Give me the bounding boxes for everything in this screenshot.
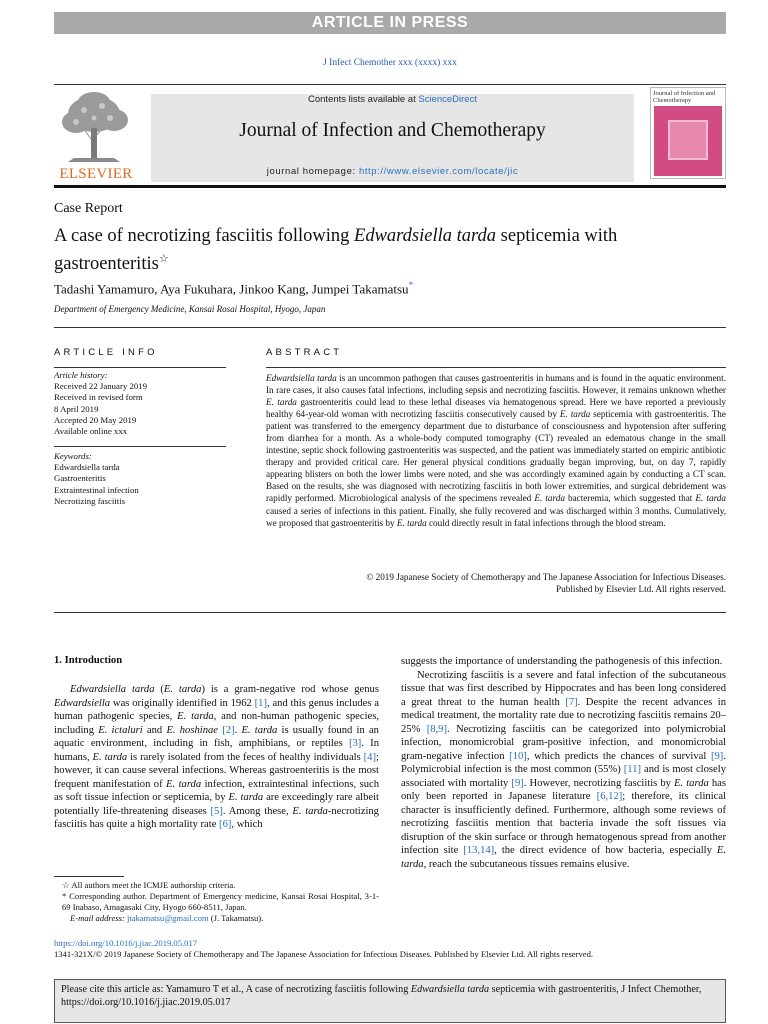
citation-link[interactable]: [7]: [565, 696, 578, 708]
citation-link[interactable]: [11]: [623, 764, 642, 775]
intro-paragraph-1: Edwardsiella tarda (E. tarda) is a gram-negative rod whose genus Edwardsiella was originally identified in 1962 [1], and this genus includes a human pathogenic species, E. tarda, and non-human pathogenic species, including E. ictaluri and E. hoshinae [2]. E. tarda is usually found in an aquatic environment, including in fish, amphibians, or reptiles [3]. In humans, E. tarda is rarely isolated from the feces of healthy individuals [4]; however, it can cause several infections. Whereas gastroenteritis is the most frequent manifestation of E. tarda infection, extraintestinal infections, such as soft tissue infection or septicemia, by E. tarda are exceedingly rare albeit potentially life-threatening diseases [5]. Among these, E. tarda-necrotizing fasciitis has quite a high mortality rate [6], which: [54, 684, 380, 830]
issn-copyright-line: 1341-321X/© 2019 Japanese Society of Chemotherapy and The Japanese Association for Infectious Diseases. Published by Elsevier Ltd. All rights reserved.: [54, 949, 594, 959]
footnote-corresponding: * Corresponding author. Department of Emergency medicine, Kansai Rosai Hospital, 3-1-69 Inabaso, Amagasaki City, Hyogo 660-8511, Japan.: [62, 891, 379, 912]
contents-line: [151, 94, 634, 105]
author-list: Tadashi Yamamuro, Aya Fukuhara, Jinkoo Kang, Jumpei Takamatsu*: [54, 280, 414, 297]
citation-link[interactable]: [6,12]: [596, 791, 623, 802]
citation-link[interactable]: [6]: [219, 819, 232, 830]
citation-link[interactable]: [3]: [348, 738, 362, 749]
journal-homepage-link[interactable]: http://www.elsevier.com/locate/jic: [358, 166, 519, 177]
intro-continuation: suggests the importance of understanding the pathogenesis of this infection.: [401, 656, 723, 667]
affiliation-rule: [54, 327, 726, 328]
intro-right-column: [401, 655, 726, 871]
footnote-authorship: ☆ All authors meet the ICMJE authorship criteria.: [62, 880, 236, 890]
article-in-press-banner: ARTICLE IN PRESS: [54, 12, 726, 34]
cover-title: Journal of Infection and Chemotherapy: [653, 90, 716, 104]
article-info-rule: [54, 367, 226, 368]
abstract-bottom-rule: [54, 612, 726, 613]
history-line: 8 April 2019: [54, 403, 99, 414]
intro-paragraph-2: Necrotizing fasciitis is a severe and fatal infection of the subcutaneous tissue that was first described by Hippocrates and has been long considered a great threat to the human health [7]. Despite the recent advances in medical treatment, the mortality rate due to necrotizing fasciitis remains 20–25% [8,9]. Necrotizing fasciitis can be categorized into polymicrobial infection, monomicrobial gram-positive infection, and monomicrobial gram-negative infection [10], which predicts the chances of survival [9]. Polymicrobial infection is the most common (55%) [11] and is most closely associated with mortality [9]. However, necrotizing fasciitis by E. tarda has only been reported in Japanese literature [6,12]; therefore, its clinical character is insufficiently defined. Furthermore, although some reviews of necrotizing fasciitis mention that bacteria invade the soft tissues via disruption of the skin surface or through hematogenous spread from another infection site [13,14], the direct evidence of how bacteria, especially E. tarda, reach the subcutaneous tissues remains elusive.: [401, 669, 726, 870]
contents-prefix: Contents lists available at: [308, 94, 419, 105]
citation-link[interactable]: [2]: [222, 724, 235, 736]
article-type: Case Report: [54, 201, 123, 216]
keywords-block: [54, 451, 226, 507]
citation-link[interactable]: [10]: [509, 750, 527, 762]
article-title: A case of necrotizing fasciitis following Edwardsiella tarda septicemia with gastroenteritis☆: [54, 226, 618, 275]
journal-cover-thumbnail: [650, 87, 726, 179]
intro-left-column: [54, 683, 379, 832]
journal-title: Journal of Infection and Chemotherapy: [239, 120, 546, 141]
abstract-copyright: © 2019 Japanese Society of Chemotherapy and The Japanese Association for Infectious Diseases. Published by Elsevier Ltd. All rights reserved.: [366, 572, 726, 594]
citation-link[interactable]: [5]: [210, 805, 223, 817]
footnotes: [54, 880, 379, 924]
history-label: Article history:: [54, 370, 108, 380]
keyword: Extraintestinal infection: [54, 484, 139, 495]
email-link[interactable]: jtakamatsu@gmail.com: [126, 913, 209, 923]
sciencedirect-link[interactable]: ScienceDirect: [418, 94, 477, 105]
keywords-rule: [54, 446, 226, 447]
homepage-line: [151, 166, 634, 177]
history-line: Received in revised form: [54, 392, 143, 403]
citation-link[interactable]: [9]: [511, 777, 524, 789]
abstract-heading: ABSTRACT: [266, 347, 343, 358]
keyword: Necrotizing fasciitis: [54, 495, 126, 506]
footnote-email: E-mail address: jtakamatsu@gmail.com (J. Takamatsu).: [70, 913, 264, 923]
article-info-heading: ARTICLE INFO: [54, 347, 158, 358]
history-line: Received 22 January 2019: [54, 381, 148, 392]
masthead-thick-rule: [54, 185, 726, 188]
citation-box: Please cite this article as: Yamamuro T et al., A case of necrotizing fasciitis following Edwardsiella tarda septicemia with gastroenteritis, J Infect Chemother, https://doi.org/10.1016/j.jiac.2019.05.017: [54, 979, 726, 1023]
title-footnote-mark[interactable]: ☆: [158, 253, 169, 265]
elsevier-logo-text: ELSEVIER: [59, 166, 133, 182]
footnote-rule: [54, 876, 124, 877]
header-rule: [54, 84, 726, 85]
article-history: [54, 370, 226, 437]
corresponding-author-mark[interactable]: *: [408, 280, 414, 290]
keyword: Edwardsiella tarda: [54, 462, 120, 473]
introduction-heading: 1. Introduction: [54, 655, 123, 666]
affiliation: Department of Emergency Medicine, Kansai Rosai Hospital, Hyogo, Japan: [54, 304, 326, 314]
journal-reference-link[interactable]: J Infect Chemother xxx (xxxx) xxx: [323, 58, 457, 68]
keywords-label: Keywords:: [54, 451, 92, 461]
citation-link[interactable]: [9]: [710, 750, 724, 762]
citation-link[interactable]: [4]: [363, 751, 377, 763]
keyword: Gastroenteritis: [54, 473, 106, 484]
cover-artwork: [654, 106, 722, 176]
citation-link[interactable]: [1]: [254, 697, 267, 709]
abstract-body: Edwardsiella tarda is an uncommon pathogen that causes gastroenteritis in humans and is found in the aquatic environment. In rare cases, it also causes fatal infections, including sepsis and necrotizing fasciitis. However, it remains unknown whether E. tarda gastroenteritis could lead to these lethal diseases via hematogenous spread. Here we have reported a previously healthy 64-year-old woman with necrotizing fasciitis consecutively caused by E. tarda septicemia with gastroenteritis. The patient was transferred to the emergency department due to disturbance of consciousness and hypotension after suffering from diarrhea for a month. As a whole-body computed tomography (CT) revealed an edematous change in the small intestine, septic shock following gastroenteritis was suspected, and the patient was immediately started on empiric antibiotic therapy and provided critical care. Her general physical conditions gradually began improving, but, on day 7, rapidly appearing blisters on both the lower limbs were noted, and she was accordingly examined again by conducting a CT scan. Based on the results, she was diagnosed with necrotizing fasciitis in both lower extremities, and surgical debridement was rapidly performed. Microbiological analysis of the specimens revealed E. tarda bacteremia, which suggested that E. tarda caused a series of infections in this patient. Finally, she fully recovered and was discharged within 3 months. Cumulatively, we proposed that gastroenteritis by E. tarda could directly result in fatal infections through the blood stream.: [266, 373, 726, 528]
abstract-rule: [266, 367, 726, 368]
citation-link[interactable]: [13,14]: [463, 845, 495, 856]
history-line: Available online xxx: [54, 426, 128, 437]
history-line: Accepted 20 May 2019: [54, 414, 137, 425]
citation-link[interactable]: [8,9]: [426, 723, 448, 735]
doi-link[interactable]: https://doi.org/10.1016/j.jiac.2019.05.017: [54, 938, 198, 948]
homepage-prefix: journal homepage:: [266, 166, 359, 177]
